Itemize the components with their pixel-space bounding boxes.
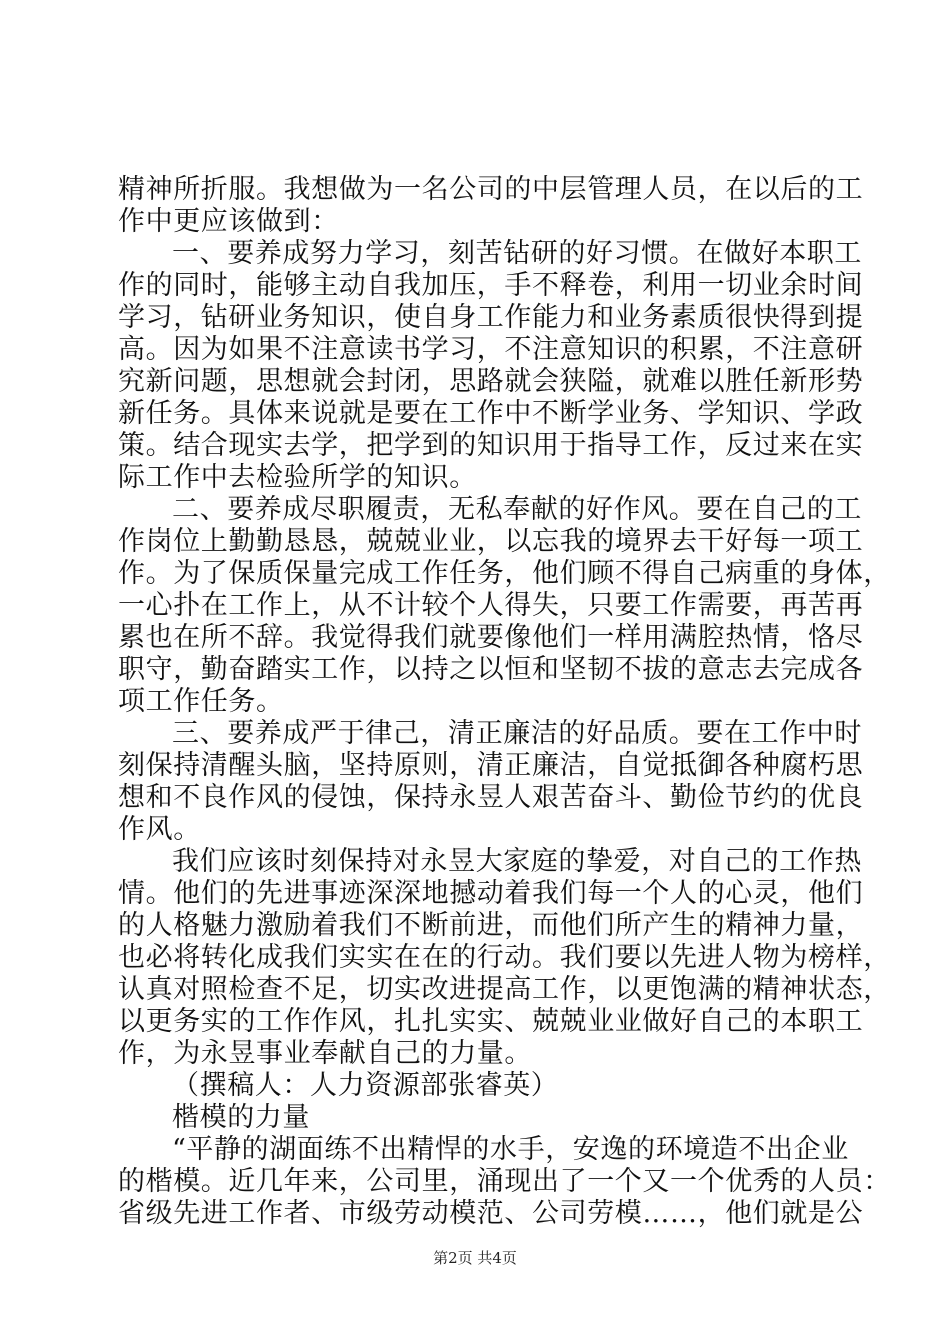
text-line: 的人格魅力激励着我们不断前进，而他们所产生的精神力量， bbox=[118, 910, 864, 941]
text-line: 职守，勤奋踏实工作，以持之以恒和坚韧不拔的意志去完成各 bbox=[118, 654, 864, 685]
section-title: 楷模的力量 bbox=[172, 1102, 310, 1133]
text-line: 三、要养成严于律己，清正廉洁的好品质。要在工作中时 bbox=[172, 718, 862, 749]
text-line: 学习，钻研业务知识，使自身工作能力和业务素质很快得到提 bbox=[118, 302, 864, 333]
document-body bbox=[118, 174, 891, 1230]
text-line: 究新问题，思想就会封闭，思路就会狭隘，就难以胜任新形势 bbox=[118, 366, 864, 397]
text-line: 想和不良作风的侵蚀，保持永昱人艰苦奋斗、勤俭节约的优良 bbox=[118, 782, 864, 813]
text-line: 高。因为如果不注意读书学习，不注意知识的积累，不注意研 bbox=[118, 334, 864, 365]
text-line: 我们应该时刻保持对永昱大家庭的挚爱，对自己的工作热 bbox=[172, 846, 862, 877]
text-line: 新任务。具体来说就是要在工作中不断学业务、学知识、学政 bbox=[118, 398, 864, 429]
text-line: 二、要养成尽职履责，无私奉献的好作风。要在自己的工 bbox=[172, 494, 862, 525]
text-line: 项工作任务。 bbox=[118, 686, 284, 717]
text-line: 刻保持清醒头脑，坚持原则，清正廉洁，自觉抵御各种腐朽思 bbox=[118, 750, 864, 781]
page-footer: 第2页 共4页 bbox=[433, 1249, 517, 1267]
text-line: 一、要养成努力学习，刻苦钻研的好习惯。在做好本职工 bbox=[172, 238, 862, 269]
text-line: 认真对照检查不足，切实改进提高工作，以更饱满的精神状态， bbox=[118, 974, 891, 1005]
text-line: 情。他们的先进事迹深深地撼动着我们每一个人的心灵，他们 bbox=[118, 878, 864, 909]
text-line: 省级先进工作者、市级劳动模范、公司劳模……，他们就是公 bbox=[118, 1198, 864, 1229]
text-line: 作中更应该做到： bbox=[118, 206, 339, 237]
author-line: （撰稿人：人力资源部张睿英） bbox=[172, 1070, 559, 1101]
text-line: “平静的湖面练不出精悍的水手，安逸的环境造不出企业 bbox=[172, 1134, 849, 1165]
text-line: 也必将转化成我们实实在在的行动。我们要以先进人物为榜样， bbox=[118, 942, 891, 973]
text-line: 作，为永昱事业奉献自己的力量。 bbox=[118, 1038, 532, 1069]
text-line: 一心扑在工作上，从不计较个人得失，只要工作需要，再苦再 bbox=[118, 590, 864, 621]
text-line: 作岗位上勤勤恳恳，兢兢业业，以忘我的境界去干好每一项工 bbox=[118, 526, 864, 557]
text-line: 策。结合现实去学，把学到的知识用于指导工作，反过来在实 bbox=[118, 430, 864, 461]
text-line: 际工作中去检验所学的知识。 bbox=[118, 462, 477, 493]
text-line: 累也在所不辞。我觉得我们就要像他们一样用满腔热情，恪尽 bbox=[118, 622, 864, 653]
text-line: 的楷模。近几年来，公司里，涌现出了一个又一个优秀的人员： bbox=[118, 1166, 891, 1197]
text-line: 精神所折服。我想做为一名公司的中层管理人员，在以后的工 bbox=[118, 174, 864, 205]
text-line: 作风。 bbox=[118, 814, 201, 845]
text-line: 作的同时，能够主动自我加压，手不释卷，利用一切业余时间 bbox=[118, 270, 864, 301]
text-line: 以更务实的工作作风，扎扎实实、兢兢业业做好自己的本职工 bbox=[118, 1006, 864, 1037]
text-line: 作。为了保质保量完成工作任务，他们顾不得自己病重的身体， bbox=[118, 558, 891, 589]
